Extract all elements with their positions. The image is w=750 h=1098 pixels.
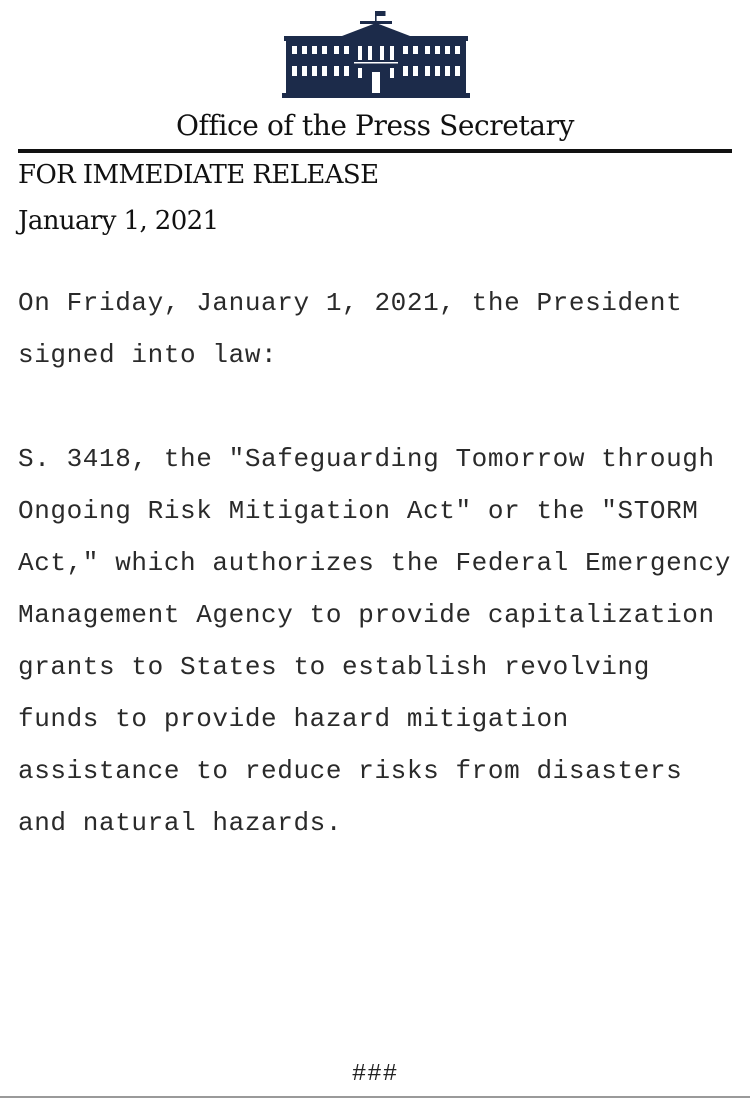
- release-label: FOR IMMEDIATE RELEASE: [18, 160, 379, 190]
- release-date: January 1, 2021: [18, 206, 219, 236]
- body-paragraph-intro: On Friday, January 1, 2021, the President signed into law:: [18, 288, 683, 370]
- white-house-icon: [282, 8, 470, 100]
- end-mark: ###: [351, 1061, 399, 1088]
- office-title: Office of the Press Secretary: [175, 109, 575, 142]
- header-divider: [18, 149, 732, 153]
- body-paragraph-bill: S. 3418, the "Safeguarding Tomorrow through Ongoing Risk Mitigation Act" or the "STORM Act," which authorizes the Federal Emergency Management Agency to provide capitalization grants to States to establish revolving funds to provide hazard mitigation assistance to reduce risks from disasters and natural hazards.: [18, 444, 731, 838]
